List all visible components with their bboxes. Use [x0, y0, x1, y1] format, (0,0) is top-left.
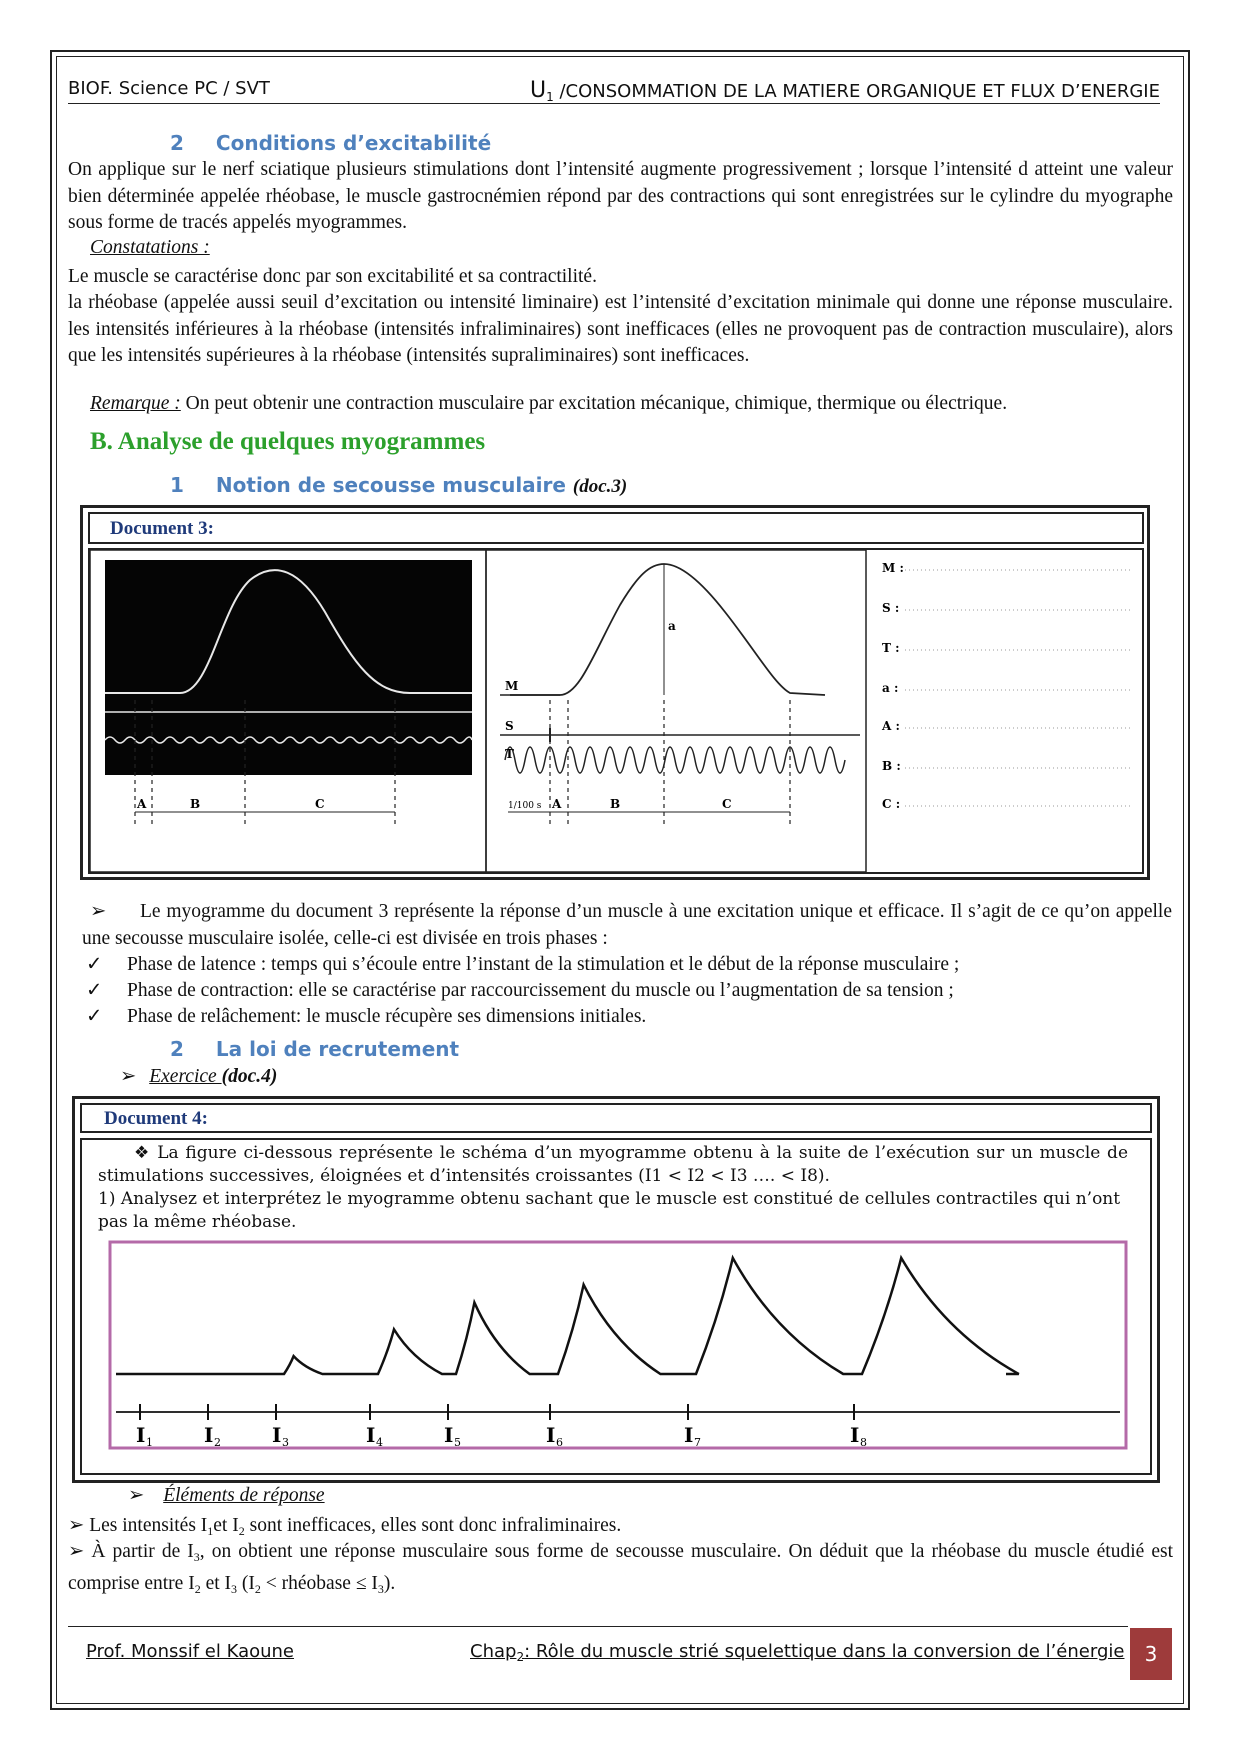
reponse-line-1: ➢ Les intensités $I_1et$ $I_2$ sont inefficaces, elles sont donc infraliminaires. — [68, 1515, 622, 1538]
stim-sub-6: 6 — [556, 1436, 563, 1449]
reponse-label: ➢ Éléments de réponse — [128, 1485, 325, 1506]
document-3-figure — [90, 550, 1142, 872]
section-heading-b: B. Analyse de quelques myogrammes — [90, 428, 486, 455]
doc3-middle-label-a: A — [552, 797, 562, 811]
document-3-title: Document 3: — [88, 512, 1144, 544]
document-4-title: Document 4: — [80, 1103, 1152, 1133]
doc3-label-m: M — [505, 679, 519, 693]
doc3-label-timebase: 1/100 s — [508, 801, 542, 811]
footer-chapter: Chap$_2$: Rôle du muscle strié squelettique dans la conversion de l’énergie — [470, 1641, 1125, 1664]
legend-a-small: a : — [882, 681, 899, 695]
doc3-middle-time-trace — [505, 747, 845, 773]
section-heading-recrutement: 2 La loi de recrutement — [170, 1037, 460, 1061]
doc3-label-s: S — [505, 719, 514, 733]
reponse-line-2: ➢ À partir de $I_3$, on obtient une réponse musculaire sous forme de secousse musculaire. On déduit que la rhéobase du muscle étudié est comprise entre $I_2$ et $I_3$ ($I_2$ < rhéobase ≤ $I_3$). — [68, 1541, 1174, 1596]
doc4-question: 1) Analysez et interprétez le myogramme obtenu sachant que le muscle est constitué de cellules contractiles qui n’ont pas la même rhéobase. — [98, 1189, 1121, 1232]
bullet-arrow-icon: ➢ — [68, 1515, 85, 1536]
footer-rule — [68, 1626, 1128, 1627]
doc3-middle-panel — [486, 550, 866, 872]
stim-label-6: I — [546, 1423, 556, 1447]
doc3-middle-guides — [550, 700, 790, 825]
page-number: 3 — [1130, 1628, 1172, 1680]
doc3-label-t: T — [505, 747, 514, 761]
stim-label-1: I — [136, 1423, 146, 1447]
legend-c: C : — [882, 797, 901, 811]
legend-s: S : — [882, 601, 900, 615]
stim-label-5: I — [444, 1423, 454, 1447]
legend-t: T : — [882, 641, 900, 655]
stim-label-3: I — [272, 1423, 282, 1447]
doc3-legend — [881, 561, 904, 811]
doc3-middle-label-c: C — [722, 797, 732, 811]
doc3-middle-label-b: B — [610, 797, 621, 811]
doc4-instruction: ❖ La figure ci-dessous représente le schéma d’un myogramme obtenu à la suite de l’exécution sur un muscle de stimulations successives, éloignées et d’intensités croissantes (I1 < I2 < I3 …. < I8). — [98, 1143, 1129, 1186]
header-rule — [68, 103, 1160, 104]
stim-label-2: I — [204, 1423, 214, 1447]
check-icon: ✓ — [86, 1006, 103, 1027]
bullet-arrow-icon: ➢ — [128, 1485, 145, 1506]
doc4-stim-ticks — [136, 1404, 867, 1449]
constatations-label: Constatations : — [90, 237, 210, 258]
doc3-left-label-b: B — [190, 797, 201, 811]
doc3-label-a-amplitude: a — [668, 619, 676, 633]
stim-label-4: I — [366, 1423, 376, 1447]
stim-label-8: I — [850, 1423, 860, 1447]
phase-latence: Phase de latence : temps qui s’écoule entre l’instant de la stimulation et le début de la réponse musculaire ; — [127, 954, 960, 975]
paragraph-rheobase: la rhéobase (appelée aussi seuil d’excitation ou intensité liminaire) est l’intensité d’excitation minimale qui donne une réponse musculaire. les intensités inférieures à la rhéobase (intensités infraliminaires) sont inefficaces (elles ne provoquent pas de contraction musculaire), alors que les intensités supérieures à la rhéobase (intensités supraliminaires) sont inefficaces. — [68, 292, 1173, 366]
doc4-myogram-trace — [116, 1258, 1019, 1374]
stim-sub-2: 2 — [214, 1436, 221, 1449]
check-icon: ✓ — [86, 954, 103, 975]
section-heading-secousse: 1 Notion de secousse musculaire (doc.3) — [170, 473, 628, 497]
check-icon: ✓ — [86, 980, 103, 1001]
paragraph-line1: Le muscle se caractérise donc par son excitabilité et sa contractilité. — [68, 266, 597, 287]
footer-author: Prof. Monssif el Kaoune — [86, 1641, 295, 1662]
legend-b: B : — [882, 759, 901, 773]
stim-sub-4: 4 — [376, 1436, 383, 1449]
section-heading-excitabilite: 2 Conditions d’excitabilité — [170, 131, 492, 155]
phase-contraction: Phase de contraction: elle se caractérise par raccourcissement du muscle ou l’augmentation de sa tension ; — [127, 980, 954, 1001]
stim-sub-8: 8 — [860, 1436, 867, 1449]
bullet-arrow-icon: ➢ — [90, 901, 107, 922]
doc3-legend-dotted-lines — [905, 570, 1130, 806]
bullet-arrow-icon: ➢ — [120, 1066, 137, 1087]
legend-m: M : — [882, 561, 904, 575]
stim-sub-5: 5 — [454, 1436, 461, 1449]
diamond-bullet-icon: ❖ — [134, 1143, 151, 1163]
legend-a: A : — [882, 719, 900, 733]
header-left: BIOF. Science PC / SVT — [68, 78, 270, 99]
header-right: $U_1$ /CONSOMMATION DE LA MATIERE ORGANIQUE ET FLUX D’ENERGIE — [529, 78, 1160, 104]
doc3-left-label-a: A — [137, 797, 147, 811]
exercice-label: ➢ Exercice (doc.4) — [120, 1066, 278, 1087]
stim-label-7: I — [684, 1423, 694, 1447]
stim-sub-3: 3 — [282, 1436, 289, 1449]
stim-sub-1: 1 — [146, 1436, 153, 1449]
doc3-left-label-c: C — [315, 797, 325, 811]
bullet-arrow-icon: ➢ — [68, 1541, 85, 1562]
stim-sub-7: 7 — [694, 1436, 701, 1449]
remarque: Remarque : On peut obtenir une contraction musculaire par excitation mécanique, chimique, thermique ou électrique. — [90, 393, 1008, 414]
paragraph-intro: On applique sur le nerf sciatique plusieurs stimulations dont l’intensité augmente progressivement ; lorsque l’intensité d atteint une valeur bien déterminée appelée rhéobase, le muscle gastrocnémien répond par des contractions qui sont enregistrées sur le cylindre du myographe sous forme de tracés appelés myogrammes. — [68, 159, 1173, 233]
doc3-paragraph: Le myogramme du document 3 représente la réponse d’un muscle à une excitation unique et efficace. Il s’agit de ce qu’on appelle une secousse musculaire isolée, celle-ci est divisée en trois phases : — [82, 901, 1172, 949]
doc4-myogram-chart — [108, 1240, 1130, 1450]
phase-relachement: Phase de relâchement: le muscle récupère ses dimensions initiales. — [127, 1006, 647, 1027]
